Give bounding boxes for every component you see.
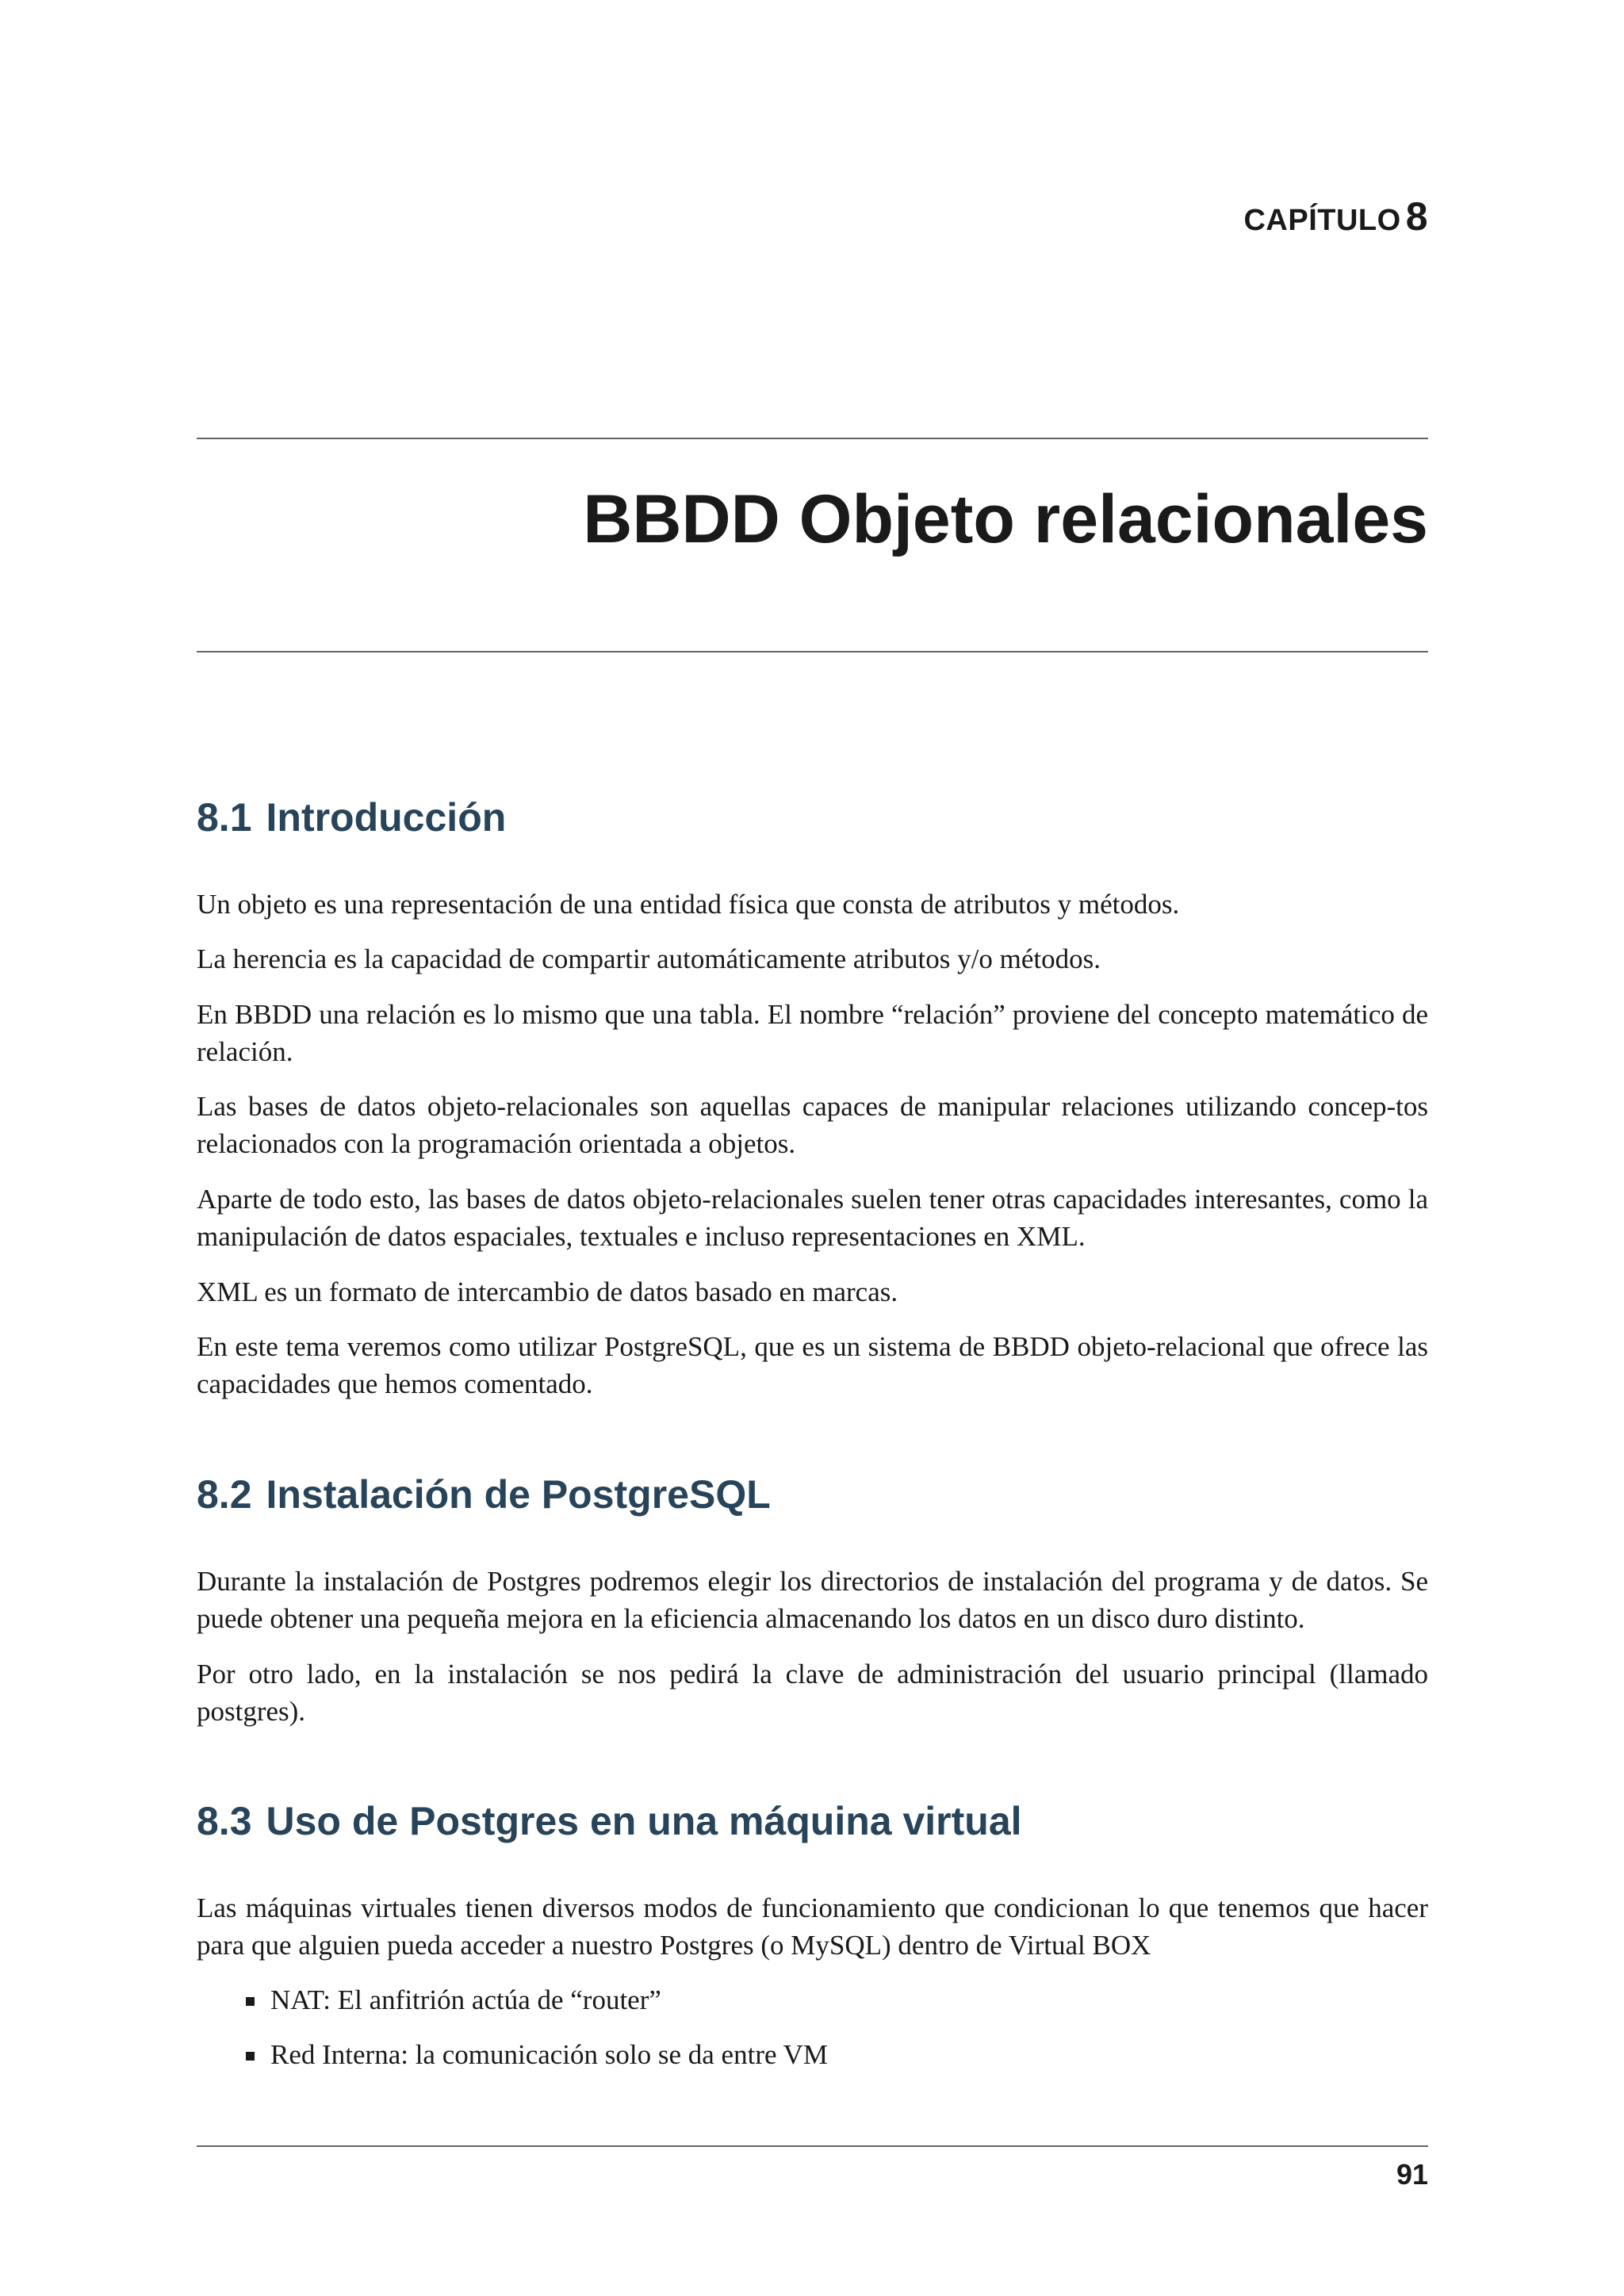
paragraph: En BBDD una relación es lo mismo que una tabla. El nombre “relación” proviene del concepto matemático de relación. — [197, 999, 1428, 1067]
chapter-title: BBDD Objeto relacionales — [583, 481, 1428, 557]
section-number: 8.2 — [197, 1472, 252, 1517]
section-number: 8.1 — [197, 795, 252, 840]
section-heading-introduccion — [197, 795, 507, 840]
section-number: 8.3 — [197, 1799, 252, 1843]
list-item — [197, 1981, 1428, 2019]
list-item-text: Red Interna: la comunicación solo se da entre VM — [270, 2039, 829, 2070]
bullet-list — [197, 1981, 1428, 2091]
paragraph: Un objeto es una representación de una entidad física que consta de atributos y métodos. — [197, 889, 1180, 920]
chapter-number: 8 — [1405, 194, 1428, 239]
page-number: 91 — [1396, 2158, 1428, 2191]
footer-rule — [197, 2145, 1428, 2147]
section-title: Uso de Postgres en una máquina virtual — [266, 1799, 1022, 1843]
chapter-label — [1243, 193, 1428, 239]
bullet-square-icon — [246, 1997, 255, 2006]
section-heading-maquina-virtual — [197, 1801, 1022, 1841]
bullet-square-icon — [246, 2052, 255, 2061]
paragraph: Aparte de todo esto, las bases de datos objeto-relacionales suelen tener otras capacidades interesantes, como la manipulación de datos espaciales, textuales e incluso representaciones en XML. — [197, 1184, 1428, 1252]
paragraph: Las bases de datos objeto-relacionales son aquellas capaces de manipular relaciones utilizando concep-tos relacionados con la programación orientada a objetos. — [197, 1091, 1428, 1159]
paragraph: La herencia es la capacidad de compartir automáticamente atributos y/o métodos. — [197, 943, 1101, 974]
section-title: Instalación de PostgreSQL — [266, 1472, 771, 1517]
list-item-text: NAT: El anfitrión actúa de “router” — [270, 1984, 661, 2015]
list-item — [197, 2036, 1428, 2073]
paragraph: XML es un formato de intercambio de datos basado en marcas. — [197, 1276, 898, 1307]
paragraph: Durante la instalación de Postgres podremos elegir los directorios de instalación del programa y de datos. Se puede obtener una pequeña mejora en la eficiencia almacenando los datos en un disco duro distinto. — [197, 1566, 1428, 1634]
paragraph: Las máquinas virtuales tienen diversos modos de funcionamiento que condicionan lo que tenemos que hacer para que alguien pueda acceder a nuestro Postgres (o MySQL) dentro de Virtual BOX — [197, 1892, 1428, 1961]
section-heading-instalacion — [197, 1472, 771, 1517]
chapter-title-bottom-rule — [197, 651, 1428, 652]
paragraph: Por otro lado, en la instalación se nos pedirá la clave de administración del usuario principal (llamado postgres). — [197, 1659, 1428, 1727]
paragraph: En este tema veremos como utilizar PostgreSQL, que es un sistema de BBDD objeto-relacional que ofrece las capacidades que hemos comentado. — [197, 1331, 1428, 1399]
section-title: Introducción — [266, 795, 507, 840]
chapter-title-top-rule — [197, 438, 1428, 439]
chapter-label-text: CAPÍTULO — [1243, 204, 1401, 237]
